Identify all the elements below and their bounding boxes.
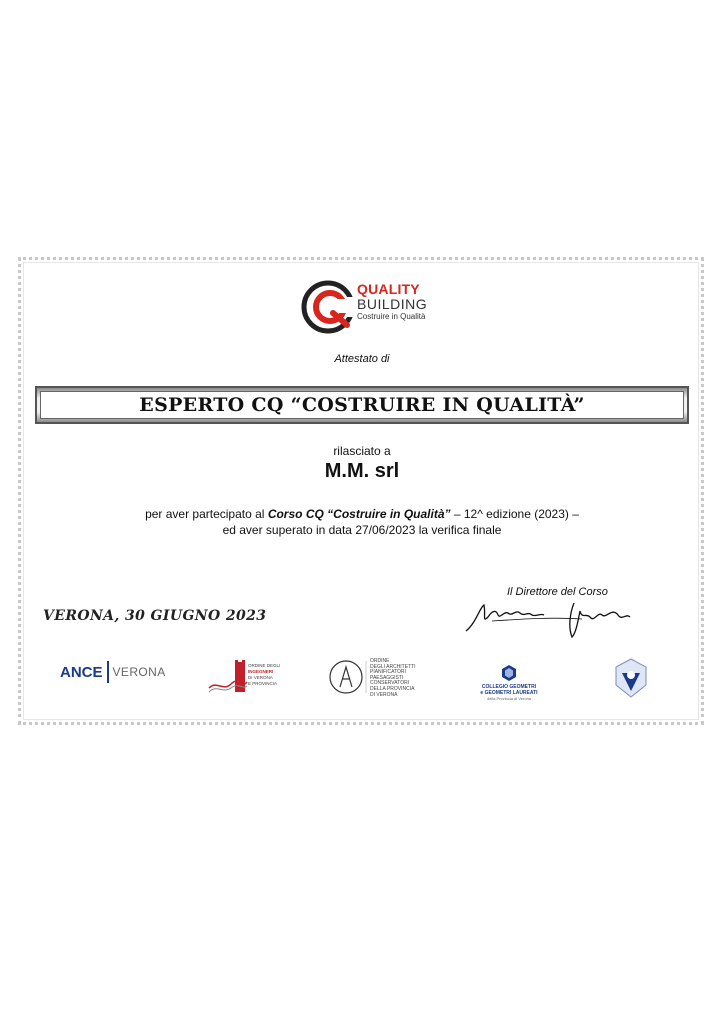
ance-text: ANCE (60, 663, 103, 681)
director-signature (462, 593, 642, 641)
title-box (35, 386, 689, 424)
arch-line: DEGLI ARCHITETTI (370, 663, 416, 670)
architetti-text (370, 659, 416, 698)
arch-line: CONSERVATORI (370, 680, 410, 687)
collegio-geometri-logo (478, 664, 540, 704)
body-line-1 (0, 507, 724, 521)
logo-line2: BUILDING (357, 296, 428, 312)
ing-line: ORDINE DEGLI (248, 663, 281, 668)
logo-line3: Costruire in Qualità (357, 312, 426, 321)
recipient-name: M.M. srl (324, 460, 400, 482)
arch-line: PAESAGGISTI (370, 674, 404, 681)
certificate-intro: Attestato di (334, 353, 390, 365)
ance-divider (107, 661, 109, 683)
ing-line: INGEGNERI (248, 669, 274, 674)
director-label: Il Direttore del Corso (507, 586, 608, 598)
ing-line: DI VERONA (248, 675, 273, 680)
geometri-emblem-icon (501, 664, 517, 682)
ance-city: VERONA (112, 665, 166, 679)
body-line1-post: – 12^ edizione (2023) – (453, 507, 579, 521)
issued-to-label: rilasciato a (333, 444, 391, 458)
ing-line: E PROVINCIA (248, 681, 278, 686)
geometri-line1: COLLEGIO GEOMETRI (481, 684, 537, 690)
course-name: Corso CQ “Costruire in Qualità” (267, 507, 451, 521)
arch-line: ORDINE (370, 658, 390, 664)
ance-verona-logo (60, 661, 166, 683)
partner-emblem-icon (612, 657, 650, 699)
arch-line: DI VERONA (370, 691, 398, 698)
geometri-line2: e GEOMETRI LAUREATI (480, 690, 538, 696)
body-line1-pre: per aver partecipato al (145, 507, 265, 521)
arch-line: DELLA PROVINCIA (370, 685, 415, 692)
logo-line1: QUALITY (357, 281, 420, 297)
body-line-2: ed aver superato in data 27/06/2023 la verifica finale (222, 523, 502, 537)
certificate-title: ESPERTO CQ “COSTRUIRE IN QUALITÀ” (40, 391, 684, 419)
ingegneri-text (248, 663, 280, 687)
geometri-line3: della Provincia di Verona (486, 696, 532, 701)
place-date: VERONA, 30 GIUGNO 2023 (43, 608, 267, 624)
arch-line: PIANIFICATORI (370, 669, 406, 676)
logo-wordmark (357, 282, 427, 321)
